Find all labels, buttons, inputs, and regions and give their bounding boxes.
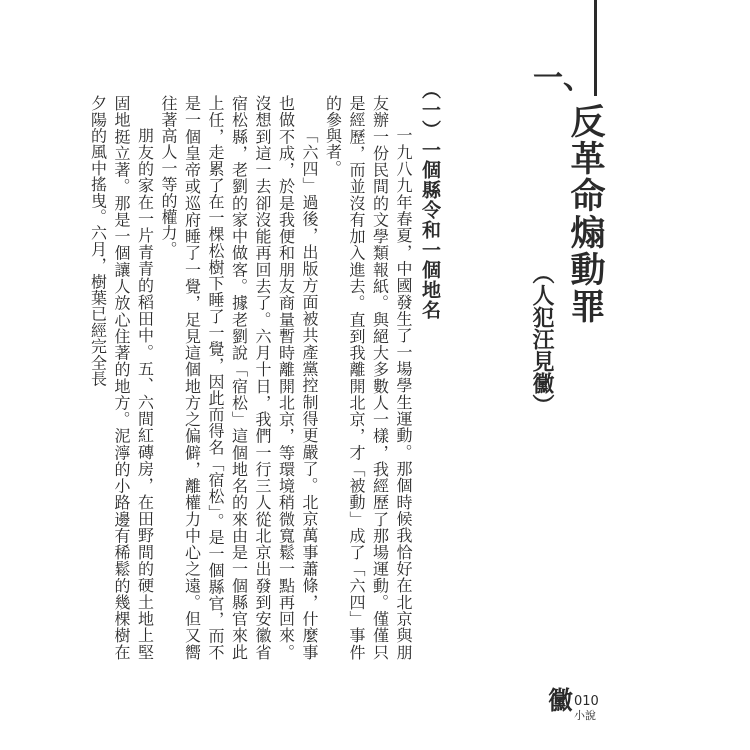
publisher-logo-text: 小說 (574, 709, 596, 722)
body-text (88, 95, 415, 660)
chapter-title: 反革命煽動罪 (565, 103, 605, 325)
chapter-subtitle: （人犯汪見黴） (529, 262, 554, 416)
paragraph: 朋友的家在一片青青的稻田中。五、六間紅磚房，在田野間的硬土地上堅固地挺立著。那是一個讓人放心住著的地方。泥濘的小路邊有稀鬆的幾棵樹在夕陽的風中搖曳。六月，樹葉已經完全長 (88, 95, 155, 660)
section-heading: （一）一個縣令和一個地名 (419, 80, 441, 320)
chapter-title-rule (594, 0, 597, 96)
publisher-logo-icon: 黴 (548, 686, 574, 715)
chapter-number (533, 61, 593, 96)
page-number: 010 (574, 694, 599, 709)
paragraph: 一九八九年春夏，中國發生了一場學生運動。那個時候我恰好在北京與朋友辦一份民間的文學類報紙。與絕大多數人一樣，我經歷了那場運動。僅僅只是經歷，而並沒有加入進去。直到我離開北京，才「被動」成了「六四」事件的參與者。 (323, 95, 413, 660)
paragraph: 「六四」過後，出版方面被共產黨控制得更嚴了。北京萬事蕭條，什麼事也做不成，於是我便和朋友商量暫時離開北京，等環境稍微寬鬆一點再回來。沒想到這一去卻沒能再回去了。六月十日，我們一行三人從北京出發到安徽省宿松縣，老劉的家中做客。據老劉說「宿松」這個地名的來由是一個縣官來此上任，走累了在一棵松樹下睡了一覺，因此而得名「宿松」。是一個縣官，而不是一個皇帝或巡府睡了一覺，足見這個地方之偏僻，離權力中心之遠。但又嚮往著高人一等的權力。 (159, 95, 319, 660)
chapter-number-text: 一、 (533, 61, 593, 96)
